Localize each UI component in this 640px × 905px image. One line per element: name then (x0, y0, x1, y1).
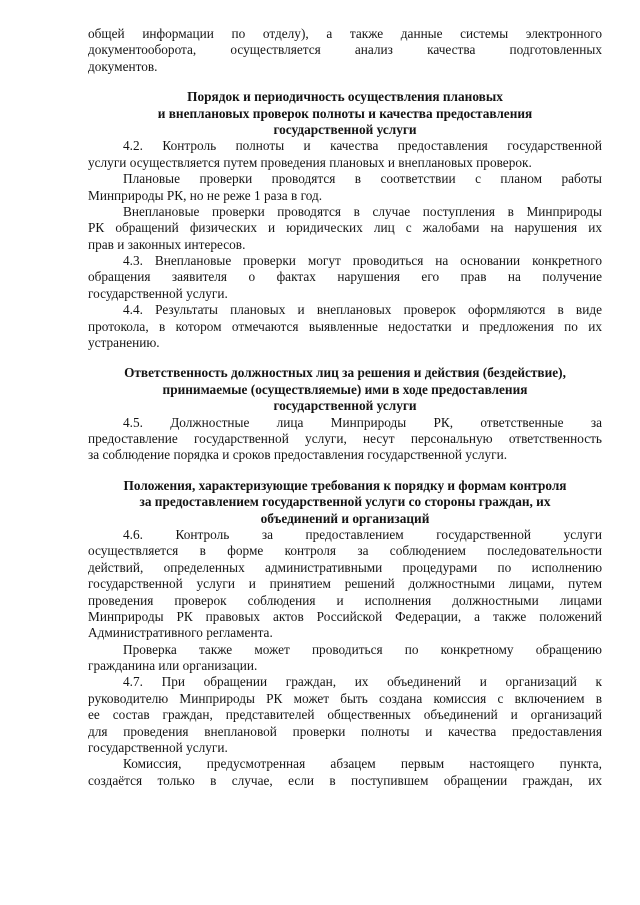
text-line: за соблюдение порядка и сроков предоставления государственной услуги. (88, 447, 508, 463)
section-gap (88, 351, 602, 365)
text-line: РК обращений физических и юридических лиц с жалобами на нарушения их (88, 220, 602, 236)
document-body (88, 26, 602, 789)
text-line: для проведения внеплановой проверки полноты и качества предоставления (88, 723, 602, 739)
text-line: действий, определенных административными процедурами по исполнению (88, 559, 602, 575)
text-line: ее состав граждан, представителей общественных объединений и организаций (88, 707, 602, 723)
text-line: Комиссия, предусмотренная абзацем первым настоящего пункта, (123, 756, 602, 772)
text-line: устранению. (88, 335, 160, 351)
section-heading-line: за предоставлением государственной услуги со стороны граждан, их (139, 494, 551, 510)
text-line: общей информации по отделу), а также данные системы электронного (88, 26, 602, 41)
text-line: Проверка также может проводиться по конкретному обращению (123, 641, 602, 657)
text-line: прав и законных интересов. (88, 236, 246, 252)
text-line: государственной услуги. (88, 740, 228, 756)
section-heading-line: принимаемые (осуществляемые) ими в ходе предоставления (162, 381, 528, 397)
text-line: услуги осуществляется путем проведения плановых и внеплановых проверок. (88, 154, 532, 170)
text-line: предоставление государственной услуги, несут персональную ответственность (88, 430, 602, 446)
text-line: документов. (88, 58, 158, 74)
text-line: Плановые проверки проводятся в соответствии с планом работы (123, 171, 602, 187)
text-line: документооборота, осуществляется анализ качества подготовленных (88, 42, 602, 58)
text-line: 4.6. Контроль за предоставлением государственной услуги (123, 526, 602, 542)
section-heading-line: Порядок и периодичность осуществления плановых (187, 89, 503, 105)
text-line: создаётся только в случае, если в поступившем обращении граждан, их (88, 772, 602, 788)
text-line: 4.4. Результаты плановых и внеплановых проверок оформляются в виде (123, 302, 602, 318)
section-heading-line: Ответственность должностных лиц за решения и действия (бездействие), (124, 365, 566, 381)
text-line: руководителю Минприроды РК может быть создана комиссия с включением в (88, 690, 602, 706)
section-heading-line: и внеплановых проверок полноты и качества предоставления (157, 105, 533, 121)
text-line: 4.7. При обращении граждан, их объединений и организаций к (123, 674, 602, 690)
text-line: протокола, в котором отмечаются выявленные недостатки и предложения по их (88, 318, 602, 334)
text-line: государственной услуги. (88, 285, 228, 301)
text-line: Минприроды РК, но не реже 1 раза в год. (88, 187, 323, 203)
section-gap (88, 464, 602, 478)
text-line: 4.2. Контроль полноты и качества предоставления государственной (123, 138, 602, 154)
text-line: Административного регламента. (88, 625, 273, 641)
text-line: 4.3. Внеплановые проверки могут проводиться на основании конкретного (123, 253, 602, 269)
text-line: обращения заявителя о фактах нарушения его прав на получение (88, 269, 602, 285)
section-heading-line: Положения, характеризующие требования к порядку и формам контроля (123, 477, 567, 493)
text-line: государственной услуги и принятием решений должностными лицами, путем (88, 576, 602, 592)
text-line: гражданина или организации. (88, 658, 258, 674)
section-gap (88, 75, 602, 89)
section-heading-line: государственной услуги (273, 121, 417, 137)
text-line: проведения проверок соблюдения и исполнения должностными лицами (88, 592, 602, 608)
section-heading-line: государственной услуги (273, 398, 417, 414)
section-heading-line: объединений и организаций (260, 510, 430, 526)
text-line: 4.5. Должностные лица Минприроды РК, ответственные за (123, 414, 602, 430)
text-line: Минприроды РК правовых актов Российской Федерации, а также положений (88, 608, 602, 624)
text-line: Внеплановые проверки проводятся в случае поступления в Минприроды (123, 203, 602, 219)
text-line: осуществляется в форме контроля за соблюдением последовательности (88, 543, 602, 559)
